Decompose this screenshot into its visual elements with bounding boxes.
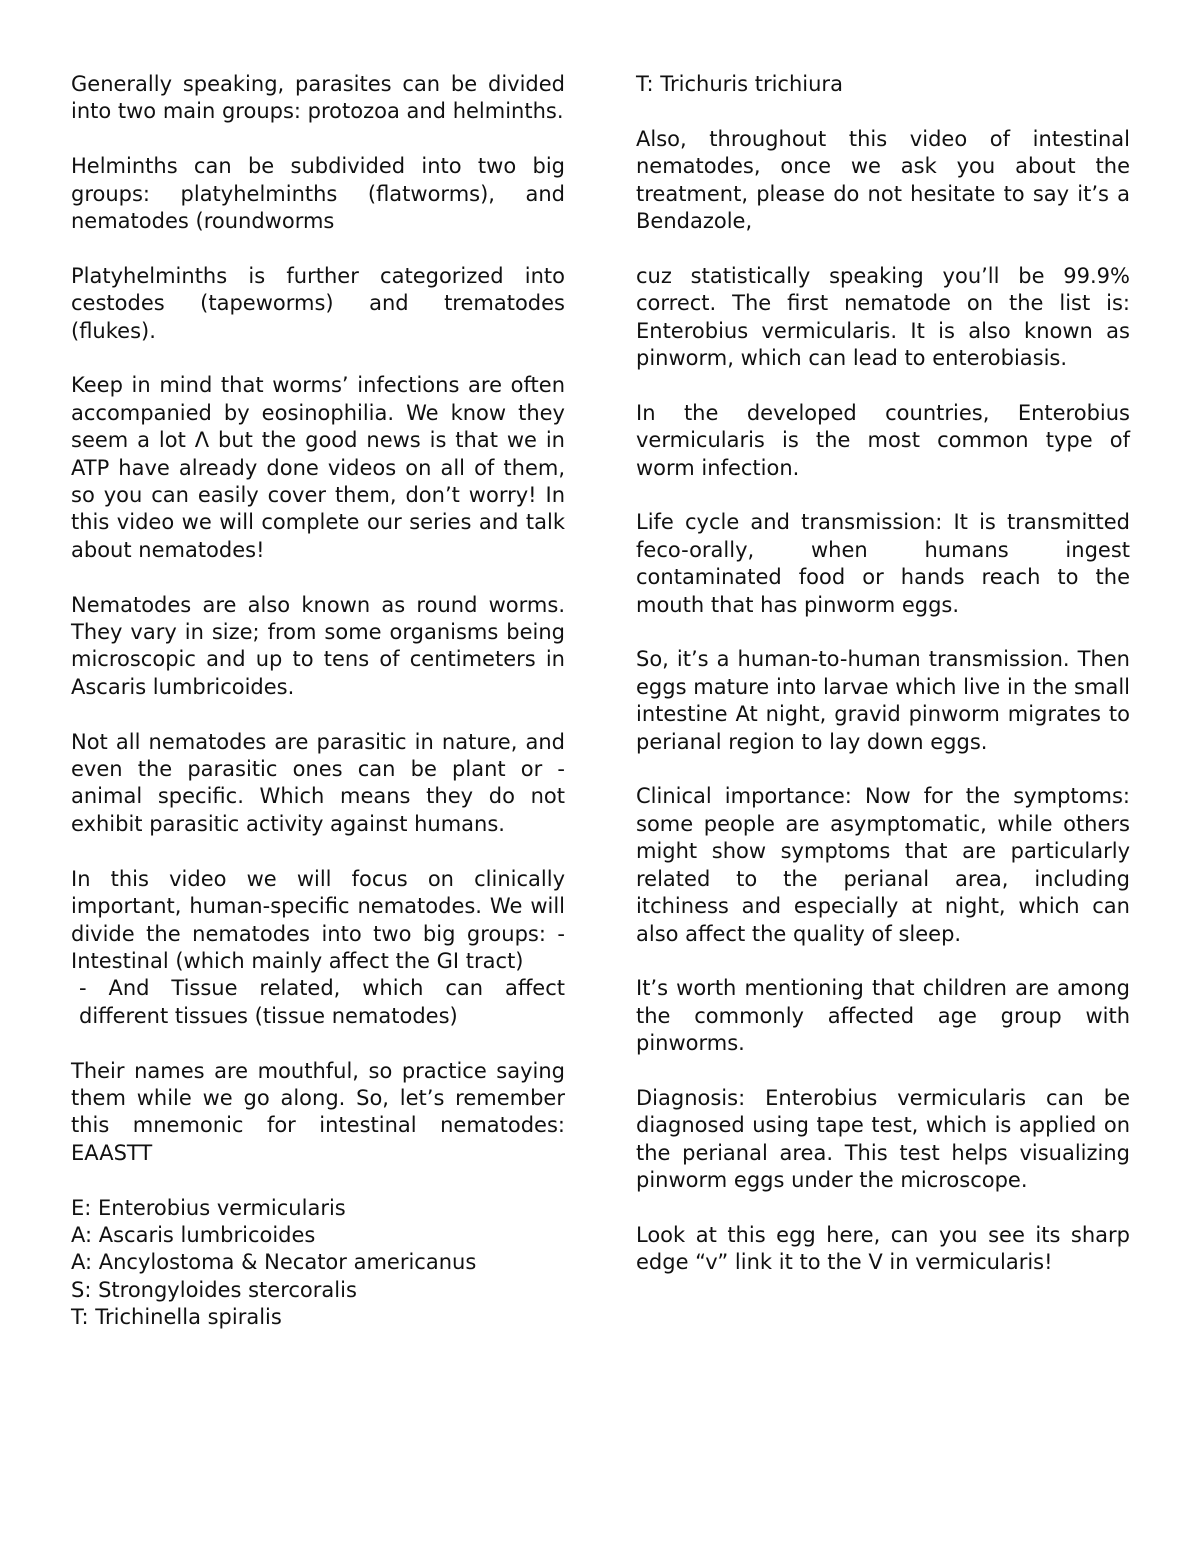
- mnemonic-paragraph: Their names are mouthful, so practice saying them while we go along. So, let’s remember this mnemonic for intestinal nematodes: EAASTT: [71, 1058, 565, 1165]
- focus-paragraph-tissue: - And Tissue related, which can affect different tissues (tissue nematodes): [79, 976, 565, 1028]
- clinical-importance-paragraph: Clinical importance: Now for the symptoms: some people are asymptomatic, while others might show symptoms that are particularly related to the perianal area, including itchiness and especially at night, which can also affect the quality of sleep.: [636, 784, 1130, 946]
- life-cycle-paragraph: Life cycle and transmission: It is transmitted feco-orally, when humans ingest contaminated food or hands reach to the mouth that has pinworm eggs.: [636, 510, 1130, 617]
- platyhelminths-paragraph: Platyhelminths is further categorized into cestodes (tapeworms) and trematodes (flukes).: [71, 263, 565, 343]
- diagnosis-paragraph: Diagnosis: Enterobius vermicularis can be diagnosed using tape test, which is applied on the perianal area. This test helps visualizing pinworm eggs under the microscope.: [636, 1085, 1130, 1193]
- parasitic-nature-paragraph: Not all nematodes are parasitic in nature, and even the parasitic ones can be plant or -animal specific. Which means they do not exhibit parasitic activity against humans.: [71, 729, 565, 836]
- children-paragraph: It’s worth mentioning that children are among the commonly affected age group with pinworms.: [636, 976, 1130, 1056]
- focus-paragraph: [71, 866, 565, 1030]
- list-item: A: Ancylostoma & Necator americanus: [71, 1250, 477, 1275]
- trichuris-line: T: Trichuris trichiura: [636, 72, 843, 96]
- helminths-paragraph: Helminths can be subdivided into two big groups: platyhelminths (flatworms), and nematodes (roundworms: [71, 154, 565, 234]
- list-item: T: Trichinella spiralis: [71, 1305, 282, 1330]
- mnemonic-list: [71, 1195, 565, 1332]
- list-item: E: Enterobius vermicularis: [71, 1195, 346, 1220]
- transmission-paragraph: So, it’s a human-to-human transmission. Then eggs mature into larvae which live in the small intestine At night, gravid pinworm migrates to perianal region to lay down eggs.: [636, 647, 1130, 754]
- right-column: [636, 71, 1130, 1304]
- eosinophilia-paragraph: Keep in mind that worms’ infections are often accompanied by eosinophilia. We know they seem a lot Λ but the good news is that we in ATP have already done videos on all of them, so you can easily cover them, don’t worry! In this video we will complete our series and talk about nematodes!: [71, 373, 565, 562]
- developed-countries-paragraph: In the developed countries, Enterobius vermicularis is the most common type of worm infection.: [636, 400, 1130, 480]
- intro-paragraph: Generally speaking, parasites can be divided into two main groups: protozoa and helminths.: [71, 72, 565, 124]
- list-item: S: Strongyloides stercoralis: [71, 1277, 357, 1302]
- enterobius-intro-paragraph: cuz statistically speaking you’ll be 99.9% correct. The first nematode on the list is: Enterobius vermicularis. It is also known as pinworm, which can lead to enterobiasis.: [636, 263, 1130, 371]
- egg-paragraph: Look at this egg here, can you see its sharp edge “v” link it to the V in vermicularis!: [636, 1222, 1130, 1275]
- list-item: A: Ascaris lumbricoides: [71, 1222, 316, 1247]
- focus-paragraph-intestinal: In this video we will focus on clinically important, human-specific nematodes. We will divide the nematodes into two big groups: - Intestinal (which mainly affect the GI tract): [71, 866, 565, 973]
- left-column: [71, 71, 565, 1359]
- treatment-paragraph: Also, throughout this video of intestinal nematodes, once we ask you about the treatment, please do not hesitate to say it’s a Bendazole,: [636, 126, 1130, 234]
- nematodes-size-paragraph: Nematodes are also known as round worms. They vary in size; from some organisms being microscopic and up to tens of centimeters in Ascaris lumbricoides.: [71, 592, 565, 699]
